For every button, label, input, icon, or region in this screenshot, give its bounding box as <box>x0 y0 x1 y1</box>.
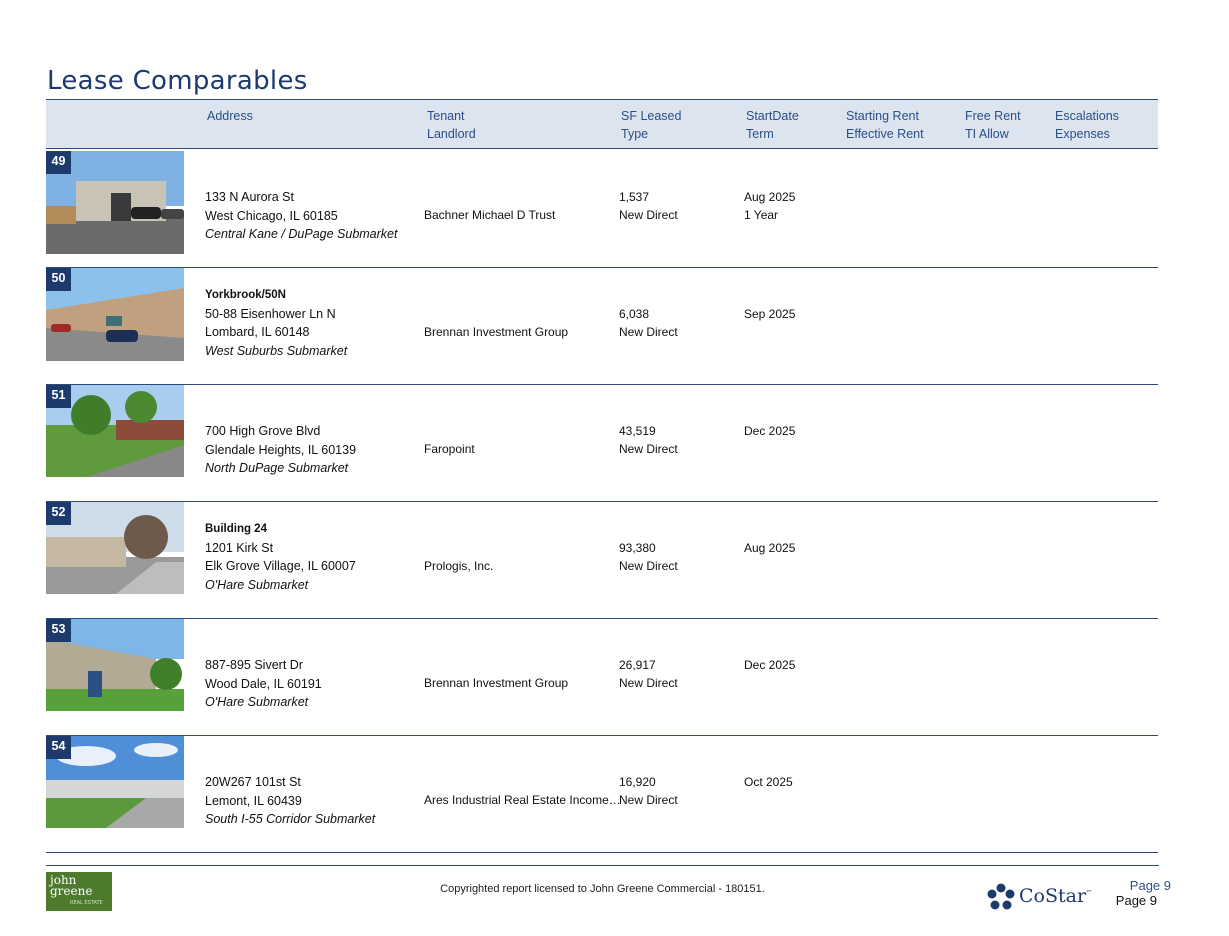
page-number: Page 9 <box>1115 893 1157 908</box>
lease-type: New Direct <box>619 325 678 339</box>
property-photo[interactable] <box>46 385 184 477</box>
address-block <box>205 286 347 360</box>
comp-number: 53 <box>46 619 71 642</box>
page-title: Lease Comparables <box>47 66 308 96</box>
header-tenant: Tenant <box>427 109 465 123</box>
landlord: Prologis, Inc. <box>424 559 494 573</box>
header-effective-rent: Effective Rent <box>846 127 924 141</box>
header-free-ti <box>965 107 1021 143</box>
landlord: Brennan Investment Group <box>424 676 569 690</box>
address-block <box>205 656 322 712</box>
header-starting-rent: Starting Rent <box>846 109 919 123</box>
header-escalations: Escalations <box>1055 109 1119 123</box>
table-row[interactable] <box>46 385 1158 502</box>
sf-leased: 1,537 <box>619 190 650 204</box>
address-submarket: West Suburbs Submarket <box>205 343 348 358</box>
table-row[interactable] <box>46 502 1158 619</box>
start-date: Dec 2025 <box>744 424 796 438</box>
address-submarket: O'Hare Submarket <box>205 695 309 709</box>
lease-type: New Direct <box>619 208 678 222</box>
comp-number: 54 <box>46 736 71 759</box>
address-block <box>205 188 397 244</box>
header-esc-exp <box>1055 107 1119 143</box>
header-rent <box>846 107 924 143</box>
sf-leased: 16,920 <box>619 775 656 789</box>
lease-type: New Direct <box>619 442 678 456</box>
header-landlord: Landlord <box>427 127 476 141</box>
table-row[interactable] <box>46 151 1158 268</box>
address-submarket: Central Kane / DuPage Submarket <box>205 227 398 241</box>
address-submarket: North DuPage Submarket <box>205 461 349 475</box>
sf-leased: 6,038 <box>619 307 650 321</box>
property-photo[interactable] <box>46 151 184 254</box>
header-address: Address <box>207 109 253 123</box>
property-photo[interactable] <box>46 736 184 828</box>
sf-leased: 26,917 <box>619 658 656 672</box>
landlord: Brennan Investment Group <box>424 325 569 339</box>
copyright-notice: Copyrighted report licensed to John Greene Commercial - 180151. <box>440 883 765 895</box>
address-street: 20W267 101st St <box>205 775 301 789</box>
building-name: Building 24 <box>205 523 267 535</box>
header-type: Type <box>621 127 649 141</box>
landlord: Ares Industrial Real Estate Income… <box>424 793 621 807</box>
costar-logo <box>987 883 1093 911</box>
start-date: Aug 2025 <box>744 190 796 204</box>
header-free-rent: Free Rent <box>965 109 1021 123</box>
address-city: Glendale Heights, IL 60139 <box>205 442 357 457</box>
sf-leased: 93,380 <box>619 541 656 555</box>
address-street: 700 High Grove Blvd <box>205 424 321 438</box>
comp-number: 52 <box>46 502 71 525</box>
property-photo[interactable] <box>46 619 184 711</box>
header-sf-leased: SF Leased <box>621 109 682 123</box>
building-name: Yorkbrook/50N <box>205 289 286 301</box>
header-tenant-landlord <box>427 107 476 143</box>
term: 1 Year <box>744 208 779 222</box>
landlord: Bachner Michael D Trust <box>424 208 556 222</box>
header-sf-type <box>621 107 681 143</box>
address-city: Wood Dale, IL 60191 <box>205 676 322 691</box>
lease-type: New Direct <box>619 676 678 690</box>
header-start-date: StartDate <box>746 109 799 123</box>
table-row[interactable] <box>46 268 1158 385</box>
property-photo[interactable] <box>46 268 184 371</box>
address-city: Lemont, IL 60439 <box>205 793 302 808</box>
start-date: Oct 2025 <box>744 775 793 789</box>
address-block <box>205 520 356 594</box>
footer-divider <box>46 865 1159 866</box>
header-term: Term <box>746 127 774 141</box>
address-submarket: South I-55 Corridor Submarket <box>205 812 376 826</box>
header-ti-allow: TI Allow <box>965 127 1009 141</box>
start-date: Dec 2025 <box>744 658 796 672</box>
address-submarket: O'Hare Submarket <box>205 577 309 592</box>
costar-mark-icon <box>987 883 1015 911</box>
comp-number: 50 <box>46 268 71 291</box>
address-block <box>205 422 356 478</box>
address-street: 1201 Kirk St <box>205 540 274 555</box>
address-street: 50-88 Eisenhower Ln N <box>205 306 336 321</box>
header-start-term <box>746 107 799 143</box>
property-photo[interactable] <box>46 502 184 594</box>
comp-number: 51 <box>46 385 71 408</box>
landlord: Faropoint <box>424 442 475 456</box>
address-street: 133 N Aurora St <box>205 190 294 204</box>
lease-type: New Direct <box>619 793 678 807</box>
address-city: Lombard, IL 60148 <box>205 325 310 339</box>
costar-trademark: ™ <box>1086 889 1093 897</box>
table-header <box>46 99 1158 149</box>
lease-type: New Direct <box>619 559 678 573</box>
address-city: Elk Grove Village, IL 60007 <box>205 559 356 573</box>
header-expenses: Expenses <box>1055 127 1110 141</box>
sf-leased: 43,519 <box>619 424 656 438</box>
start-date: Aug 2025 <box>744 541 796 555</box>
john-greene-logo: john greene REAL ESTATE <box>46 872 112 911</box>
address-street: 887-895 Sivert Dr <box>205 658 303 672</box>
page-number-label: Page 9 <box>1129 878 1171 893</box>
table-row[interactable] <box>46 736 1158 853</box>
table-row[interactable] <box>46 619 1158 736</box>
address-city: West Chicago, IL 60185 <box>205 208 338 223</box>
costar-wordmark: CoStar <box>1019 885 1087 907</box>
address-block <box>205 773 375 829</box>
comp-number: 49 <box>46 151 71 174</box>
start-date: Sep 2025 <box>744 307 796 321</box>
